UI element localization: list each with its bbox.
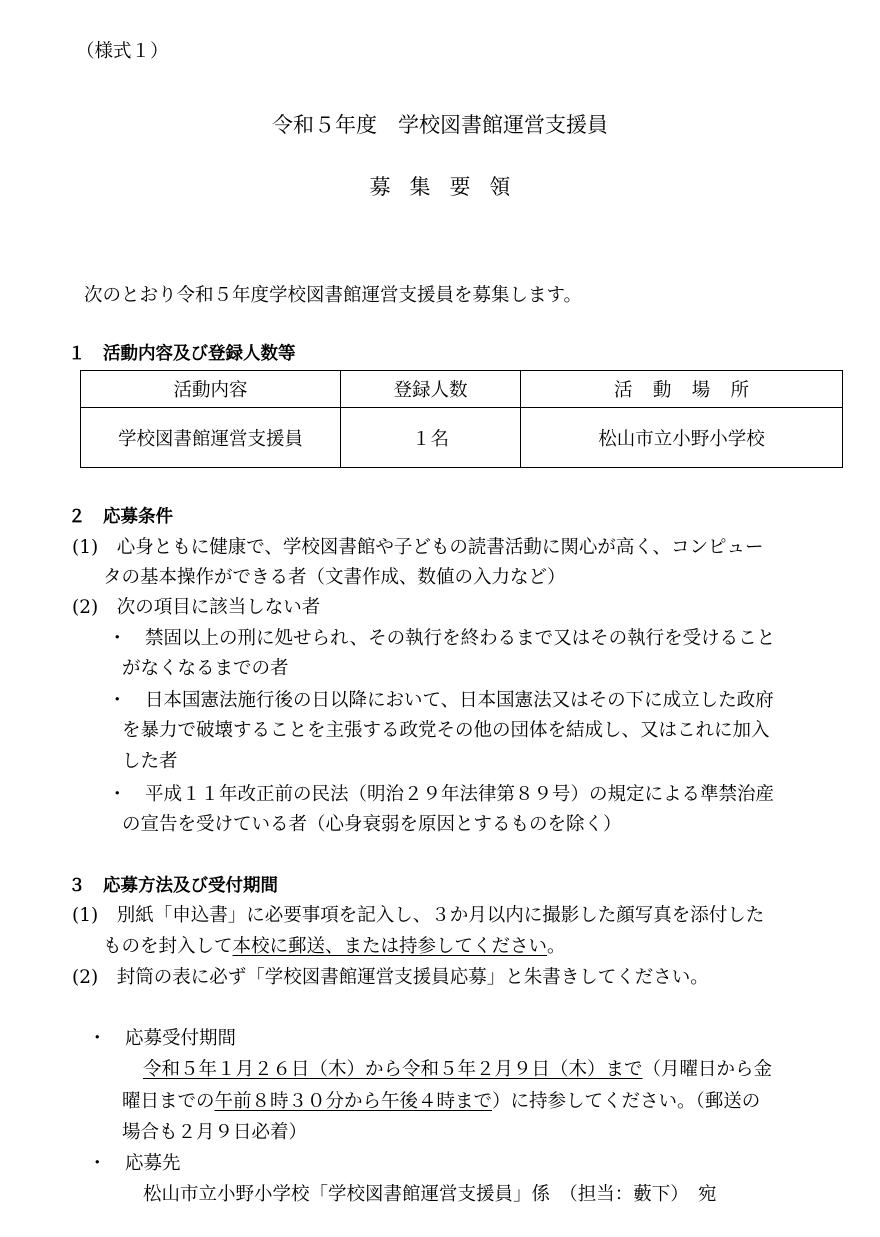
table-cell: 松山市立小野小学校: [521, 408, 843, 468]
table-cell: １名: [341, 408, 521, 468]
table-header-row: [81, 371, 843, 408]
intro-text: 次のとおり令和５年度学校図書館運営支援員を募集します。: [84, 285, 583, 306]
section2-heading: ２ 応募条件: [68, 507, 173, 527]
form-label: （様式１）: [76, 41, 169, 62]
method-1-text: ものを封入して: [103, 936, 233, 957]
destination-label: ・ 応募先: [88, 1153, 181, 1174]
exclusion-2-line-3: した者: [122, 751, 178, 772]
method-1-line-1: (1) 別紙「申込書」に必要事項を記入し、３か月以内に撮影した顔写真を添付した: [72, 905, 765, 926]
period-line-2-start: 曜日までの: [122, 1091, 215, 1112]
table-header-cell: 登録人数: [341, 371, 521, 408]
period-line-2: [122, 1093, 760, 1112]
exclusion-3-line-2: の宣告を受けている者（心身衰弱を原因とするものを除く）: [122, 814, 622, 835]
table-header-cell: 活動場所: [521, 371, 843, 408]
document-title: 令和５年度 学校図書館運営支援員: [272, 113, 608, 137]
period-label: ・ 応募受付期間: [88, 1028, 237, 1049]
condition-1-line-2: タの基本操作ができる者（文書作成、数値の入力など）: [103, 567, 566, 588]
method-1-period: 。: [547, 936, 566, 957]
exclusion-2-line-2: を暴力で破壊することを主張する政党その他の団体を結成し、又はこれに加入: [122, 720, 770, 741]
table-header-cell: 活動内容: [81, 371, 341, 408]
period-hours: 午前８時３０分から午後４時まで: [214, 1091, 493, 1112]
exclusion-2-line-1: ・ 日本国憲法施行後の日以降において、日本国憲法又はその下に成立した政府: [108, 690, 774, 711]
period-line-1: [143, 1061, 772, 1080]
table-cell: 学校図書館運営支援員: [81, 408, 341, 468]
section1-heading: １ 活動内容及び登録人数等: [68, 344, 296, 364]
method-1-underlined: 本校に郵送、または持参してください: [232, 936, 548, 957]
period-line-2-rest: ）に持参してください。（郵送の: [492, 1091, 761, 1112]
period-line-1-rest: （月曜日から金: [642, 1059, 773, 1080]
period-line-3: 場合も２月９日必着）: [122, 1122, 308, 1143]
exclusion-3-line-1: ・ 平成１１年改正前の民法（明治２９年法律第８９号）の規定による準禁治産: [108, 784, 775, 805]
activity-table: [80, 370, 843, 468]
table-row: [81, 408, 843, 468]
destination-value: 松山市立小野小学校「学校図書館運営支援員」係 （担当：藪下） 宛: [143, 1184, 717, 1205]
method-2: (2) 封筒の表に必ず「学校図書館運営支援員応募」と朱書きしてください。: [72, 967, 709, 988]
period-dates: 令和５年１月２６日（木）から令和５年２月９日（木）まで: [143, 1059, 643, 1080]
condition-2: (2) 次の項目に該当しない者: [72, 597, 321, 618]
exclusion-1-line-1: ・ 禁固以上の刑に処せられ、その執行を終わるまで又はその執行を受けること: [108, 628, 776, 649]
condition-1-line-1: (1) 心身ともに健康で、学校図書館や子どもの読書活動に関心が高く、コンピュー: [72, 537, 764, 558]
method-1-line-2: [103, 938, 566, 957]
exclusion-1-line-2: がなくなるまでの者: [122, 658, 289, 679]
section3-heading: ３ 応募方法及び受付期間: [68, 876, 278, 896]
document-subtitle: 募集要領: [369, 175, 530, 199]
